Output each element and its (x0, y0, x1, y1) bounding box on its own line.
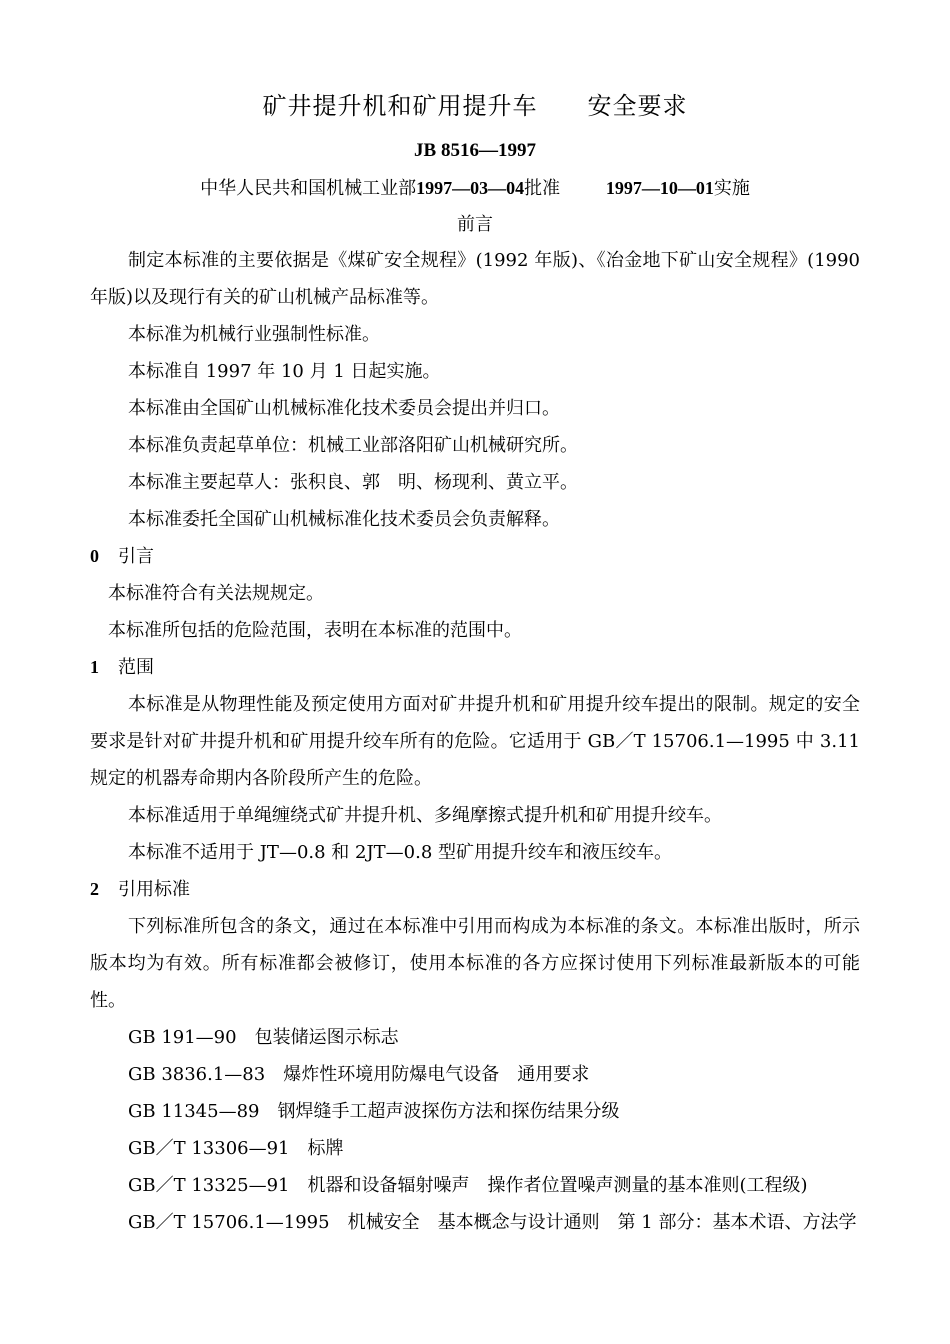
preface-paragraph: 本标准自 1997 年 10 月 1 日起实施。 (128, 361, 441, 382)
preface-paragraph: 本标准委托全国矿山机械标准化技术委员会负责解释。 (128, 509, 560, 530)
section-number: 1 (90, 657, 99, 677)
section-title: 范围 (118, 657, 154, 678)
reference-item: GB／T 13325—91 机器和设备辐射噪声 操作者位置噪声测量的基本准则(工程级) (128, 1175, 808, 1196)
effective-text: 实施 (713, 178, 750, 199)
reference-item: GB 3836.1—83 爆炸性环境用防爆电气设备 通用要求 (128, 1064, 590, 1085)
reference-item: GB／T 15706.1—1995 机械安全 基本概念与设计通则 第 1 部分：基本术语、方法学 (128, 1212, 857, 1233)
section-paragraph: 本标准所包括的危险范围，表明在本标准的范围中。 (108, 620, 522, 641)
preface-paragraph: 本标准主要起草人：张积良、郭 明、杨现利、黄立平。 (128, 472, 578, 493)
preface-paragraph: 本标准为机械行业强制性标准。 (128, 324, 380, 345)
section-title: 引用标准 (118, 879, 190, 900)
reference-item: GB／T 13306—91 标牌 (128, 1138, 344, 1159)
approve-date: 1997—03—04 (416, 178, 525, 198)
approval-line (0, 174, 950, 200)
reference-item: GB 191—90 包装储运图示标志 (128, 1027, 399, 1048)
issuer: 中华人民共和国机械工业部 (200, 178, 417, 199)
section-paragraph: 本标准符合有关法规规定。 (108, 583, 324, 604)
preface-paragraph: 本标准负责起草单位：机械工业部洛阳矿山机械研究所。 (128, 435, 578, 456)
reference-item: GB 11345—89 钢焊缝手工超声波探伤方法和探伤结果分级 (128, 1101, 620, 1122)
section-paragraph: 本标准不适用于 JT—0.8 和 2JT—0.8 型矿用提升绞车和液压绞车。 (128, 842, 673, 863)
standard-number: JB 8516—1997 (414, 140, 536, 161)
section-heading (90, 538, 860, 575)
section-heading (90, 649, 860, 686)
section-title: 引言 (118, 546, 154, 567)
preface-paragraph: 本标准由全国矿山机械标准化技术委员会提出并归口。 (128, 398, 560, 419)
section-number: 0 (90, 546, 99, 566)
preface-paragraph: 制定本标准的主要依据是《煤矿安全规程》(1992 年版)、《冶金地下矿山安全规程》(1990 年版)以及现行有关的矿山机械产品标准等。 (90, 250, 860, 308)
section-paragraph: 本标准是从物理性能及预定使用方面对矿井提升机和矿用提升绞车提出的限制。规定的安全要求是针对矿井提升机和矿用提升绞车所有的危险。它适用于 GB／T 15706.1—1995 中 3.11 规定的机器寿命期内各阶段所产生的危险。 (90, 694, 860, 789)
preface-title: 前言 (457, 214, 493, 235)
document-title: 矿井提升机和矿用提升车 安全要求 (262, 92, 688, 120)
effective-date: 1997—10—01 (605, 178, 714, 198)
document-body (90, 242, 860, 1241)
approve-text: 批准 (524, 178, 561, 199)
section-heading (90, 871, 860, 908)
section-number: 2 (90, 879, 99, 899)
section-paragraph: 本标准适用于单绳缠绕式矿井提升机、多绳摩擦式提升机和矿用提升绞车。 (128, 805, 722, 826)
section-paragraph: 下列标准所包含的条文，通过在本标准中引用而构成为本标准的条文。本标准出版时，所示版本均为有效。所有标准都会被修订，使用本标准的各方应探讨使用下列标准最新版本的可能性。 (90, 916, 860, 1011)
